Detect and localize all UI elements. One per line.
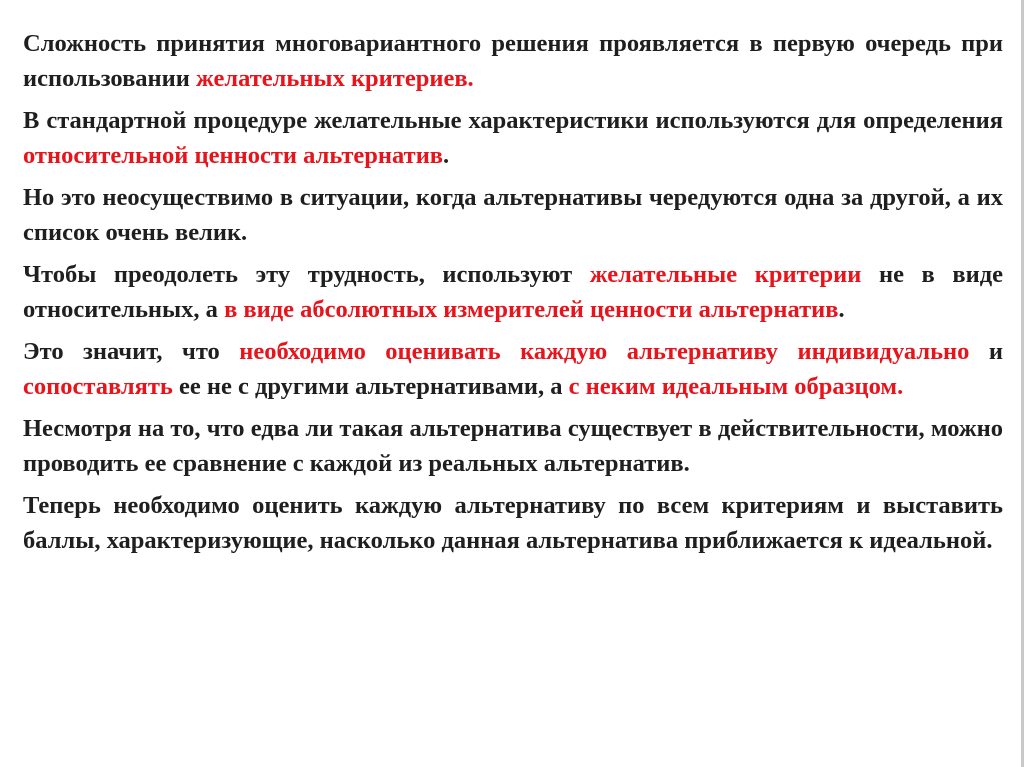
paragraph-p2 (23, 103, 1003, 173)
highlighted-phrase: относительной ценности альтернатив (23, 142, 444, 169)
text-segment: . (838, 296, 845, 323)
paragraph-p5 (23, 334, 1003, 404)
text-segment: не в виде относительных, а (23, 261, 1003, 323)
highlighted-phrase: в виде абсолютных измерителей ценности альтернатив (224, 296, 839, 323)
text-segment: Несмотря на то, что едва ли такая альтернатива существует в действительности, можно проводить ее сравнение с каждой из реальных альтернатив. (23, 415, 1003, 477)
text-segment: ее не с другими альтернативами, а (172, 373, 569, 400)
paragraph-p1 (23, 26, 1003, 96)
highlighted-phrase: с неким идеальным образцом. (568, 373, 904, 400)
paragraph-p3 (23, 180, 1003, 250)
text-segment: Сложность принятия многовариантного решения проявляется в первую очередь при использовании (23, 30, 1003, 92)
text-segment: Но это неосуществимо в ситуации, когда альтернативы чередуются одна за другой, а их список очень велик. (23, 184, 1003, 246)
text-segment: . (443, 142, 450, 169)
text-segment: Теперь необходимо оценить каждую альтернативу по всем критериям и выставить баллы, характеризующие, насколько данная альтернатива приближается к идеальной. (23, 492, 1003, 554)
highlighted-phrase: желательные критерии (589, 261, 862, 288)
text-segment: Чтобы преодолеть эту трудность, используют (23, 261, 590, 288)
paragraph-p4 (23, 257, 1003, 327)
text-segment: и (969, 338, 1003, 365)
slide-body-text (23, 26, 1003, 558)
highlighted-phrase: желательных критериев. (196, 65, 474, 92)
highlighted-phrase: необходимо оценивать каждую альтернативу индивидуально (239, 338, 970, 365)
paragraph-p6 (23, 411, 1003, 481)
text-segment: Это значит, что (23, 338, 240, 365)
highlighted-phrase: сопоставлять (23, 373, 173, 400)
paragraph-p7 (23, 488, 1003, 558)
text-segment: В стандартной процедуре желательные характеристики используются для определения (23, 107, 1003, 134)
